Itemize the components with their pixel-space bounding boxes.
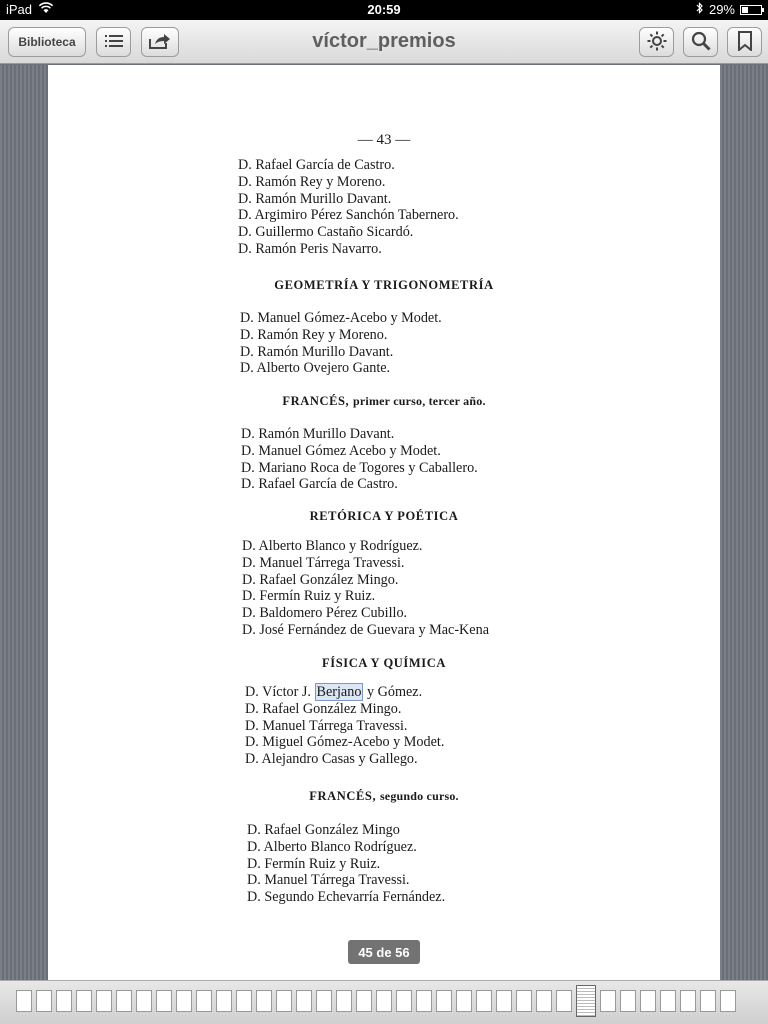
page-thumbnail[interactable] <box>336 990 352 1012</box>
current-page-thumbnail[interactable] <box>576 985 596 1017</box>
bookmark-icon <box>738 31 752 54</box>
page-thumbnail[interactable] <box>476 990 492 1012</box>
page-stack-left <box>0 65 48 980</box>
section-title-main: FRANCÉS, <box>309 789 377 803</box>
list-item: D. Argimiro Pérez Sanchón Tabernero. <box>238 207 459 224</box>
list-item: D. Mariano Roca de Togores y Caballero. <box>241 459 478 476</box>
page-thumbnail[interactable] <box>236 990 252 1012</box>
list-item: D. Alejandro Casas y Gallego. <box>245 751 418 768</box>
list-item-text: y Gómez. <box>363 684 423 700</box>
page-thumbnail[interactable] <box>36 990 52 1012</box>
page-stack-right <box>720 65 768 980</box>
list-item: D. Miguel Gómez-Acebo y Modet. <box>245 734 445 751</box>
page-thumbnail[interactable] <box>296 990 312 1012</box>
list-item: D. Rafael García de Castro. <box>238 157 395 173</box>
page-thumbnail[interactable] <box>680 990 696 1012</box>
section-list <box>242 538 489 639</box>
section-title: FÍSICA Y QUÍMICA <box>322 656 446 670</box>
list-item: D. Baldomero Pérez Cubillo. <box>242 605 408 622</box>
list-item <box>245 684 444 701</box>
page-thumbnail[interactable] <box>620 990 636 1012</box>
section-title-main: FRANCÉS, <box>282 394 350 408</box>
page-thumbnail[interactable] <box>176 990 192 1012</box>
page-thumbnail[interactable] <box>16 990 32 1012</box>
list-item: D. Manuel Tárrega Travessi. <box>247 872 410 889</box>
list-item-text: D. Víctor J. <box>245 684 315 700</box>
book-title: víctor_premios <box>312 30 456 52</box>
brightness-icon <box>647 31 667 54</box>
page-thumbnail[interactable] <box>356 990 372 1012</box>
page-thumbnail[interactable] <box>96 990 112 1012</box>
list-item: D. Rafael González Mingo. <box>242 571 399 588</box>
battery-icon <box>740 5 762 15</box>
brightness-button[interactable] <box>639 27 674 57</box>
list-item: D. Manuel Gómez Acebo y Modet. <box>241 442 441 459</box>
list-item: D. Segundo Echevarría Fernández. <box>247 889 446 906</box>
page-indicator: 45 de 56 <box>348 940 420 964</box>
page-thumbnail[interactable] <box>56 990 72 1012</box>
page-thumbnail[interactable] <box>720 990 736 1012</box>
page-thumbnail[interactable] <box>376 990 392 1012</box>
page-thumbnail[interactable] <box>700 990 716 1012</box>
list-item: D. Ramón Rey y Moreno. <box>240 326 388 343</box>
page-thumbnail[interactable] <box>536 990 552 1012</box>
page-thumbnail[interactable] <box>276 990 292 1012</box>
page-thumbnail[interactable] <box>640 990 656 1012</box>
printed-page-number: — 43 — <box>357 132 411 148</box>
list-item: D. Guillermo Castaño Sicardó. <box>238 224 414 241</box>
page-thumbnail[interactable] <box>436 990 452 1012</box>
section-title-sub: primer curso, tercer año. <box>353 394 486 408</box>
search-icon <box>691 31 711 54</box>
selected-word-highlight[interactable]: Berjano <box>316 684 362 700</box>
section-list <box>245 684 444 768</box>
list-item: D. Manuel Tárrega Travessi. <box>242 554 405 571</box>
page-thumbnail[interactable] <box>456 990 472 1012</box>
page-thumbnail[interactable] <box>256 990 272 1012</box>
page-thumbnail[interactable] <box>660 990 676 1012</box>
section-title: GEOMETRÍA Y TRIGONOMETRÍA <box>274 278 494 292</box>
toolbar <box>0 20 768 64</box>
list-item: D. Ramón Murillo Davant. <box>241 426 395 442</box>
list-item: D. Alberto Blanco Rodríguez. <box>247 838 417 855</box>
page-thumbnail[interactable] <box>136 990 152 1012</box>
page-thumbnail[interactable] <box>600 990 616 1012</box>
page-thumbnail[interactable] <box>316 990 332 1012</box>
list-item: D. José Fernández de Guevara y Mac-Kena <box>242 621 489 638</box>
page-thumbnail[interactable] <box>516 990 532 1012</box>
search-button[interactable] <box>683 27 718 57</box>
page-thumbnail[interactable] <box>396 990 412 1012</box>
section-list <box>247 822 445 906</box>
list-item: D. Manuel Gómez-Acebo y Modet. <box>240 310 442 326</box>
page-scrubber[interactable] <box>0 980 768 1024</box>
section-title-sub: segundo curso. <box>379 789 459 803</box>
battery-percent: 29% <box>708 2 735 17</box>
section-title <box>48 394 720 409</box>
page-thumbnail[interactable] <box>416 990 432 1012</box>
clock: 20:59 <box>367 2 401 17</box>
list-item: D. Alberto Blanco y Rodríguez. <box>242 538 423 554</box>
section-list <box>240 310 442 377</box>
bluetooth-icon <box>696 2 704 17</box>
list-item: D. Rafael González Mingo <box>247 822 400 838</box>
section-title <box>48 789 720 804</box>
page-thumbnail[interactable] <box>216 990 232 1012</box>
list-item: D. Ramón Murillo Davant. <box>240 343 394 360</box>
book-page[interactable] <box>48 65 720 980</box>
list-item: D. Ramón Murillo Davant. <box>238 190 392 207</box>
section-list <box>241 426 478 493</box>
library-button-label: Biblioteca <box>18 35 76 49</box>
list-item: D. Rafael García de Castro. <box>241 476 398 493</box>
list-item: D. Fermín Ruiz y Ruiz. <box>242 588 376 605</box>
page-thumbnail[interactable] <box>496 990 512 1012</box>
list-item: D. Alberto Ovejero Gante. <box>240 360 391 377</box>
list-item: D. Rafael González Mingo. <box>245 700 402 717</box>
page-thumbnail[interactable] <box>76 990 92 1012</box>
page-thumbnail[interactable] <box>196 990 212 1012</box>
list-item: D. Ramón Peris Navarro. <box>238 240 382 257</box>
device-name: iPad <box>6 2 33 17</box>
section-title: RETÓRICA Y POÉTICA <box>309 509 459 523</box>
list-item: D. Manuel Tárrega Travessi. <box>245 717 408 734</box>
page-thumbnail[interactable] <box>116 990 132 1012</box>
list-item: D. Fermín Ruiz y Ruiz. <box>247 855 381 872</box>
page-thumbnails[interactable] <box>16 990 736 1017</box>
page-thumbnail[interactable] <box>556 990 572 1012</box>
page-thumbnail[interactable] <box>156 990 172 1012</box>
status-bar <box>0 0 768 20</box>
section-list <box>238 157 459 258</box>
list-item: D. Ramón Rey y Moreno. <box>238 173 386 190</box>
bookmark-button[interactable] <box>727 27 762 57</box>
